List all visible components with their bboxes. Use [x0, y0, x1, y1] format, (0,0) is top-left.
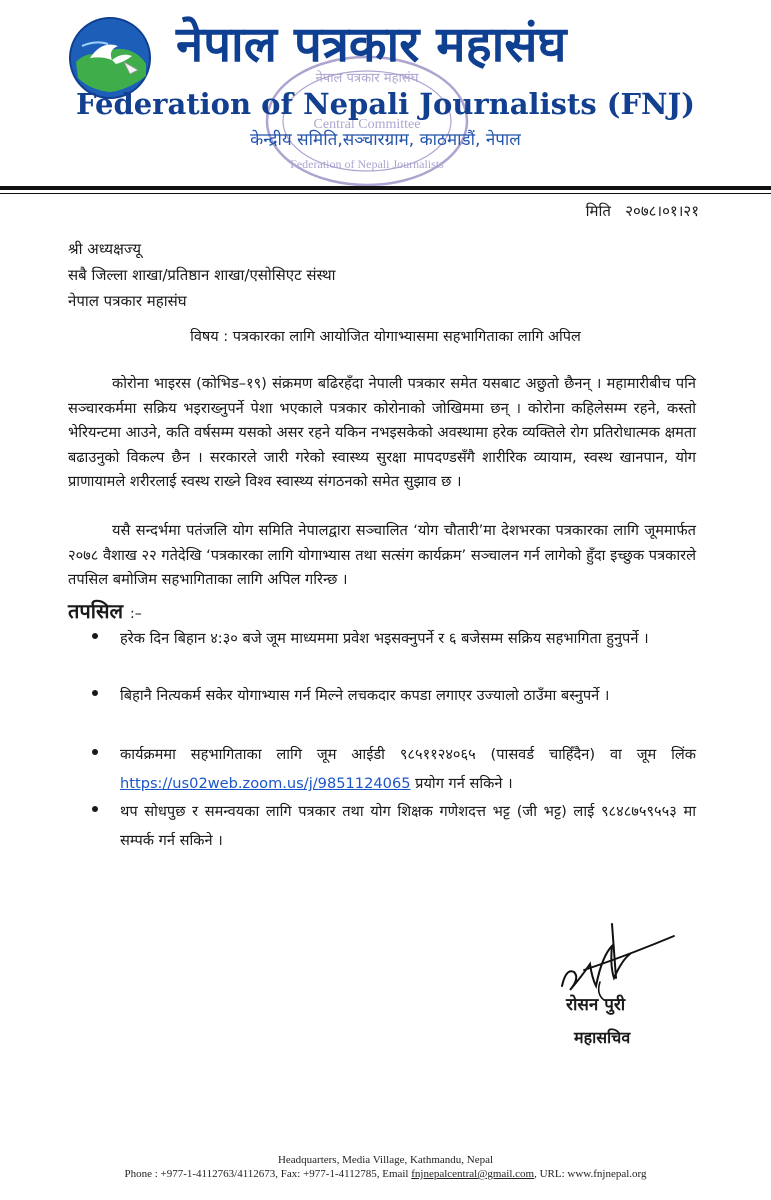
body-paragraph: यसै सन्दर्भमा पतंजलि योग समिति नेपालद्वारा सञ्चालित ‘योग चौतारी’मा देशभरका पत्रकारका लागि जूममार्फत २०७८ वैशाख २२ गतेदेखि ‘पत्रकारका लागि योगाभ्यास तथा सत्संग कार्यक्रम’ सञ्चालन गर्न लागेको हुँदा इच्छुक पत्रकारले तपसिल बमोजिम सहभागिताका लागि अपिल गरिन्छ ।: [68, 522, 696, 588]
footer-address: Headquarters, Media Village, Kathmandu, Nepal: [277, 1154, 494, 1166]
addressee-line: नेपाल पत्रकार महासंघ: [68, 292, 187, 310]
letter-date: [586, 200, 699, 222]
zoom-link[interactable]: https://us02web.zoom.us/j/9851124065: [120, 775, 411, 792]
addressee-line: सबै जिल्ला शाखा/प्रतिष्ठान शाखा/एसोसिएट संस्था: [68, 266, 336, 284]
org-title-nepali: नेपाल पत्रकार महासंघ: [176, 16, 567, 73]
footer-contact: Phone : +977-1-4112763/4112673, Fax: +977-1-4112785, Email fnjnepalcentral@gmail.com, URL: www.fnjnepal.org: [124, 1168, 647, 1180]
list-item: थप सोधपुछ र समन्वयका लागि पत्रकार तथा योग शिक्षक गणेशदत्त भट्ट (जी भट्ट) लाई ९८४८७५९५५३ मा सम्पर्क गर्न सकिने ।: [92, 797, 696, 855]
signatory-title: महासचिव: [574, 1028, 631, 1047]
signatory-name: रोसन पुरी: [566, 995, 626, 1015]
org-title-english: Federation of Nepali Journalists (FNJ): [76, 87, 695, 121]
bullet-icon: [92, 806, 98, 812]
list-item: बिहानै नित्यकर्म सकेर योगाभ्यास गर्न मिल्ने लचकदार कपडा लगाएर उज्यालो ठाउँमा बस्नुपर्ने ।: [92, 681, 696, 710]
zoom-bullet-prefix: कार्यक्रममा सहभागिताका लागि जूम आईडी ९८५११२४०६५ (पासवर्ड चाहिँदैन) वा जूम लिंक: [120, 746, 696, 763]
date-value: २०७८।०१।२१: [625, 202, 699, 220]
list-item: [92, 740, 696, 798]
bullet-icon: [92, 633, 98, 639]
svg-text:Central Committee: Central Committee: [313, 117, 421, 132]
svg-text:नेपाल पत्रकार महासंघ: नेपाल पत्रकार महासंघ: [315, 71, 419, 86]
org-subtitle: केन्द्रीय समिति,सञ्चारग्राम, काठमाडौं, नेपाल: [250, 130, 521, 150]
tapasil-heading: तपसिल :–: [68, 599, 142, 623]
bullet-icon: [92, 690, 98, 696]
bullet-icon: [92, 749, 98, 755]
header-divider-thin: [0, 193, 771, 194]
addressee-line: श्री अध्यक्षज्यू: [68, 240, 142, 258]
body-paragraph: कोरोना भाइरस (कोभिड–१९) संक्रमण बढिरहँदा नेपाली पत्रकार समेत यसबाट अछुतो छैनन् । महामारीबीच पनि सञ्चारकर्ममा सक्रिय भइराख्नुपर्ने पेशा भएकाले पत्रकार कोरोनाको जोखिममा छन् । कोरोना कहिलेसम्म रहने, कस्तो भेरियन्टमा आउने, कति वर्षसम्म यसको असर रहने यकिन नभइसकेको अवस्थामा हरेक व्यक्तिले रोग प्रतिरोधात्मक क्षमता बढाउनुको विकल्प छैन । सरकारले जारी गरेको स्वास्थ्य सुरक्षा मापदण्डसँगै शारीरिक व्यायाम, स्वस्थ खानपान, योग प्राणायामले शरीरलाई स्वस्थ राख्ने विश्व स्वास्थ्य संगठनको समेत सुझाव छ ।: [68, 375, 696, 490]
date-label: मिति: [585, 202, 611, 220]
zoom-bullet-suffix: प्रयोग गर्न सकिने ।: [415, 775, 513, 792]
list-item: हरेक दिन बिहान ४:३० बजे जूम माध्यममा प्रवेश भइसक्नुपर्ने र ६ बजेसम्म सक्रिय सहभागिता हुनुपर्ने ।: [92, 624, 696, 653]
footer-email-link[interactable]: fnjnepalcentral@gmail.com: [411, 1168, 535, 1180]
header-divider: [0, 186, 771, 190]
letter-subject: विषय : पत्रकारका लागि आयोजित योगाभ्यासमा सहभागिताका लागि अपिल: [190, 329, 581, 345]
svg-text:Federation of Nepali Journalis: Federation of Nepali Journalists: [290, 157, 444, 171]
